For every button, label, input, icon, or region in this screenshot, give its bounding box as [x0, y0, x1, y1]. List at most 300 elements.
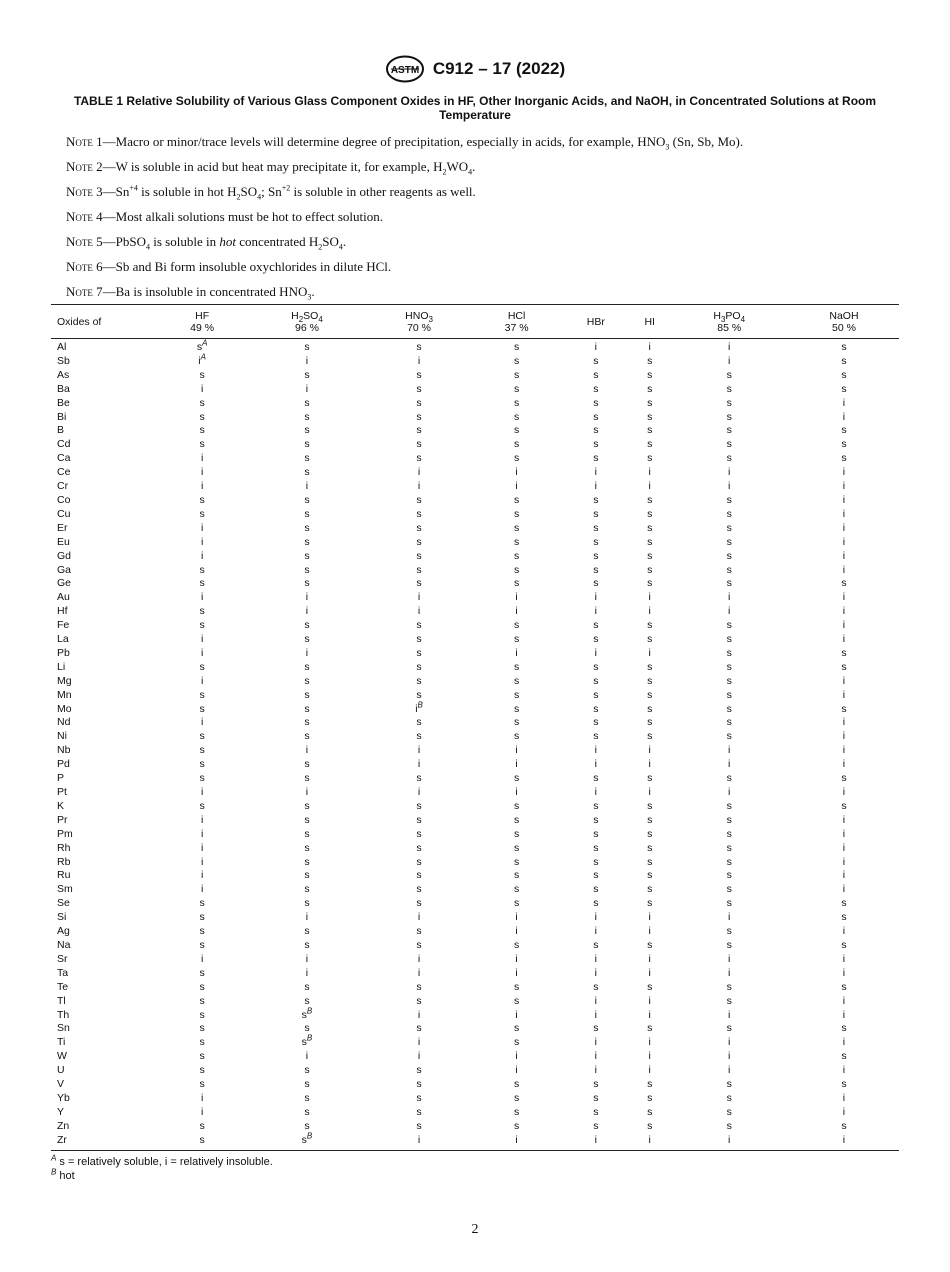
solubility-cell: s [593, 549, 599, 562]
solubility-cell: s [199, 1008, 205, 1021]
table-row [51, 1106, 899, 1120]
solubility-cell: s [199, 897, 205, 910]
solubility-cell: s [647, 799, 653, 812]
solubility-cell: s [593, 897, 599, 910]
solubility-cell: s [726, 549, 732, 562]
table-row [51, 397, 899, 411]
solubility-cell: s [199, 577, 205, 590]
table-row [51, 647, 899, 661]
oxide-name: Ti [57, 1036, 66, 1049]
solubility-cell: s$^A$ [196, 338, 208, 353]
solubility-cell: s [416, 827, 422, 840]
solubility-cell: s [726, 452, 732, 465]
solubility-cell: s [416, 535, 422, 548]
solubility-cell: i [842, 786, 846, 798]
solubility-cell: s [647, 452, 653, 465]
solubility-cell: i [594, 966, 597, 979]
solubility-cell: s [199, 994, 205, 1007]
solubility-cell: s [416, 633, 422, 646]
table-row [51, 1120, 899, 1134]
header-hi: HI [644, 315, 655, 328]
oxide-name: Ta [57, 966, 69, 979]
document-header [0, 55, 950, 83]
footnote-marker: A [202, 338, 208, 348]
solubility-table-container [51, 304, 899, 1151]
solubility-cell: s [647, 827, 653, 840]
table-row [51, 424, 899, 438]
solubility-cell: i [417, 591, 421, 604]
solubility-cell: s [726, 646, 732, 659]
solubility-cell: i$^A$ [198, 352, 206, 367]
oxide-name: Bi [57, 410, 67, 423]
solubility-cell: i [728, 341, 731, 353]
solubility-cell: s [647, 438, 653, 451]
solubility-cell: s [416, 1078, 422, 1091]
solubility-cell: s [199, 758, 205, 771]
solubility-cell: s$^B$ [301, 1131, 313, 1146]
solubility-cell: s [304, 660, 310, 673]
solubility-cell: s [593, 368, 599, 381]
solubility-cell: s [304, 897, 310, 910]
solubility-cell: i [305, 1050, 309, 1063]
solubility-cell: s [416, 799, 422, 812]
table-row [51, 953, 899, 967]
solubility-cell: s [304, 535, 310, 548]
oxide-name: Pm [57, 827, 73, 840]
solubility-cell: s [593, 841, 599, 854]
solubility-cell: i [515, 744, 518, 757]
solubility-cell: s [513, 883, 520, 896]
solubility-cell: i [515, 758, 518, 771]
table-row [51, 925, 899, 939]
solubility-cell: s [841, 938, 847, 951]
solubility-cell: s [199, 410, 205, 423]
solubility-cell: i [305, 605, 309, 618]
solubility-cell: i [200, 480, 204, 493]
table-body [51, 339, 899, 1151]
solubility-cell: i [305, 966, 309, 979]
solubility-cell: s [304, 633, 310, 646]
solubility-cell: i [200, 786, 204, 798]
solubility-cell: s [304, 341, 310, 353]
solubility-cell: s [416, 1064, 422, 1077]
solubility-cell: s [726, 897, 732, 910]
solubility-cell: s [199, 938, 205, 951]
solubility-cell: s [593, 660, 599, 673]
oxide-name: Te [57, 980, 69, 993]
solubility-cell: s [304, 368, 310, 381]
solubility-cell: i [842, 535, 846, 548]
table-row [51, 856, 899, 870]
solubility-cell: s [304, 994, 310, 1007]
solubility-cell: i [594, 605, 597, 618]
solubility-cell: i [842, 633, 846, 646]
solubility-cell: i [417, 744, 421, 757]
solubility-cell: s [416, 883, 422, 896]
solubility-cell: s [199, 438, 205, 451]
table-row [51, 842, 899, 856]
note-3: Note $3—Sn^{+4}$ is soluble in hot $H_2SO_4$; $Sn^{+2}$ is soluble in other reagents as well. [66, 183, 476, 202]
solubility-cell: s [513, 493, 520, 506]
solubility-cell: s [416, 841, 422, 854]
oxide-name: Co [57, 493, 71, 506]
solubility-cell: i [594, 1050, 597, 1063]
solubility-cell: i [842, 994, 846, 1007]
solubility-cell: i [728, 758, 731, 771]
solubility-cell: i [200, 633, 204, 646]
solubility-cell: i [842, 925, 846, 938]
solubility-cell: i [417, 354, 421, 367]
oxide-name: Sr [57, 952, 68, 965]
header-oxides: Oxides of [57, 315, 102, 328]
solubility-cell: s [513, 563, 520, 576]
note-7: Note 7—Ba is insoluble in concentrated $HNO_3$. [66, 284, 315, 302]
table-row [51, 730, 899, 744]
solubility-cell: i [842, 1036, 846, 1049]
solubility-cell: s [726, 619, 732, 632]
table-row [51, 911, 899, 925]
solubility-cell: i [842, 410, 846, 423]
solubility-cell: i [200, 813, 204, 826]
solubility-cell: s [593, 354, 599, 367]
header-h2so4: $H_2SO_4$ 96 % [291, 309, 323, 334]
solubility-cell: s [513, 396, 520, 409]
solubility-cell: s [593, 980, 599, 993]
solubility-table [51, 304, 899, 1151]
solubility-cell: i [594, 786, 597, 798]
solubility-cell: i [200, 952, 204, 965]
solubility-cell: s [199, 1022, 205, 1035]
solubility-cell: i [515, 1050, 518, 1063]
solubility-cell: s [841, 772, 847, 785]
solubility-cell: s [416, 994, 422, 1007]
solubility-cell: i [842, 758, 846, 771]
table-row [51, 605, 899, 619]
oxide-name: Be [57, 396, 70, 409]
solubility-cell: s [304, 438, 310, 451]
solubility-cell: i [515, 1008, 518, 1021]
solubility-cell: i [842, 674, 846, 687]
oxide-name: Mo [57, 702, 72, 715]
solubility-cell: i [200, 521, 204, 534]
solubility-cell: i [515, 1133, 518, 1146]
solubility-cell: s [726, 841, 732, 854]
solubility-cell: s [513, 869, 520, 882]
solubility-cell: i [648, 646, 651, 659]
oxide-name: Ba [57, 382, 70, 395]
solubility-cell: s [647, 563, 653, 576]
solubility-cell: s [593, 730, 599, 743]
note-2: Note 2—W is soluble in acid but heat may precipitate it, for example, $H_2WO_4$. [66, 159, 476, 177]
page-number: 2 [471, 1222, 479, 1237]
solubility-cell: i [515, 466, 518, 479]
solubility-cell: i [200, 591, 204, 604]
header-naoh: NaOH 50 % [829, 309, 859, 334]
solubility-cell: s [304, 772, 310, 785]
solubility-cell: s [841, 646, 847, 659]
solubility-cell: s [513, 1078, 520, 1091]
solubility-cell: s [199, 911, 205, 924]
solubility-cell: s [593, 1091, 599, 1104]
solubility-cell: i [842, 827, 846, 840]
solubility-cell: i [728, 744, 731, 757]
solubility-cell: s [199, 396, 205, 409]
solubility-cell: s [199, 1064, 205, 1077]
solubility-cell: s [304, 549, 310, 562]
astm-logo-icon [385, 55, 425, 83]
oxide-name: As [57, 368, 70, 381]
solubility-cell: s [647, 1091, 653, 1104]
table-row [51, 1009, 899, 1023]
table-row [51, 1134, 899, 1150]
solubility-cell: s [304, 493, 310, 506]
solubility-cell: s [647, 702, 653, 715]
solubility-cell: i [305, 354, 309, 367]
solubility-cell: s [416, 382, 422, 395]
solubility-cell: s [513, 772, 520, 785]
oxide-name: Ca [57, 452, 71, 465]
solubility-cell: s [513, 827, 520, 840]
solubility-cell: s [304, 716, 310, 729]
solubility-cell: s [513, 730, 520, 743]
solubility-cell: i [728, 966, 731, 979]
table-title: TABLE 1 Relative Solubility of Various Glass Component Oxides in HF, Other Inorganic Acids, and NaOH, in Concentrated Solutions at Room Temperature [73, 94, 877, 122]
solubility-cell: s [513, 994, 520, 1007]
solubility-cell: i [842, 869, 846, 882]
oxide-name: Rb [57, 855, 71, 868]
table-row [51, 438, 899, 452]
solubility-cell: s [841, 1050, 847, 1063]
solubility-cell: s [593, 619, 599, 632]
solubility-cell: s [647, 772, 653, 785]
table-footnotes [51, 1155, 273, 1183]
solubility-cell: s [593, 688, 599, 701]
solubility-cell: s [304, 827, 310, 840]
oxide-name: Au [57, 591, 70, 604]
solubility-cell: s [726, 1022, 732, 1035]
solubility-cell: i [594, 744, 597, 757]
solubility-cell: s [416, 438, 422, 451]
solubility-cell: s [199, 1050, 205, 1063]
table-row [51, 480, 899, 494]
solubility-cell: i [417, 758, 421, 771]
oxide-name: Pt [57, 786, 67, 798]
solubility-cell: i [200, 1105, 204, 1118]
solubility-cell: s [593, 535, 599, 548]
solubility-cell: i [728, 1133, 731, 1146]
solubility-cell: i [842, 1133, 846, 1146]
solubility-cell: s [841, 382, 847, 395]
solubility-cell: i [728, 786, 731, 798]
solubility-cell: s [841, 799, 847, 812]
solubility-cell: i [648, 1133, 651, 1146]
solubility-cell: i [515, 911, 518, 924]
footnote-marker: B [417, 700, 423, 710]
solubility-cell: s [647, 980, 653, 993]
solubility-cell: s [647, 813, 653, 826]
solubility-cell: s [726, 382, 732, 395]
solubility-cell: s [199, 744, 205, 757]
solubility-cell: s [647, 660, 653, 673]
solubility-cell: s [726, 980, 732, 993]
note-1: Note 1—Macro or minor/trace levels will determine degree of precipitation, especially in acids, for example, $HNO_3$ (Sn, Sb, Mo). [66, 134, 744, 152]
solubility-cell: s [304, 702, 310, 715]
solubility-cell: s [841, 1022, 847, 1035]
solubility-cell: s [416, 869, 422, 882]
solubility-cell: s [304, 424, 310, 437]
table-row [51, 591, 899, 605]
solubility-cell: s [513, 716, 520, 729]
solubility-cell: s [726, 772, 732, 785]
solubility-cell: s [199, 702, 205, 715]
oxide-name: La [57, 633, 69, 646]
solubility-cell: i [648, 758, 651, 771]
solubility-cell: s [841, 911, 847, 924]
solubility-cell: i [842, 591, 846, 604]
solubility-cell: s [593, 813, 599, 826]
oxide-name: Mg [57, 674, 72, 687]
solubility-cell: s [416, 674, 422, 687]
solubility-cell: s [199, 799, 205, 812]
solubility-cell: s [593, 633, 599, 646]
solubility-cell: s [416, 410, 422, 423]
oxide-name: Nd [57, 716, 71, 729]
solubility-cell: s [593, 396, 599, 409]
oxide-name: Na [57, 938, 71, 951]
solubility-cell: s [841, 438, 847, 451]
solubility-cell: s [593, 869, 599, 882]
solubility-cell: i [417, 480, 421, 493]
solubility-cell: i [305, 911, 309, 924]
oxide-name: Ni [57, 730, 67, 743]
solubility-cell: i [648, 605, 651, 618]
solubility-cell: i [305, 952, 309, 965]
solubility-cell: s [304, 452, 310, 465]
oxide-name: W [57, 1050, 67, 1063]
solubility-cell: i [515, 646, 518, 659]
oxide-name: Zn [57, 1119, 70, 1132]
solubility-cell: s [593, 410, 599, 423]
oxide-name: U [57, 1064, 65, 1077]
solubility-cell: s [199, 1036, 205, 1049]
solubility-cell: s [304, 396, 310, 409]
solubility-cell: s [593, 382, 599, 395]
solubility-cell: s [647, 633, 653, 646]
solubility-cell: s [647, 897, 653, 910]
solubility-cell: s [593, 1105, 599, 1118]
solubility-cell: s [841, 980, 847, 993]
solubility-cell: i [417, 966, 421, 979]
solubility-cell: i [842, 619, 846, 632]
solubility-cell: i [594, 911, 597, 924]
solubility-cell: s [199, 730, 205, 743]
table-row [51, 897, 899, 911]
solubility-cell: s [304, 410, 310, 423]
table-row [51, 981, 899, 995]
table-row [51, 577, 899, 591]
solubility-cell: i [648, 925, 651, 938]
solubility-cell: i [728, 1050, 731, 1063]
solubility-cell: s [304, 1064, 310, 1077]
table-row [51, 689, 899, 703]
solubility-cell: i [842, 549, 846, 562]
solubility-cell: s [593, 1078, 599, 1091]
solubility-cell: s [647, 382, 653, 395]
solubility-cell: s [647, 1022, 653, 1035]
oxide-name: Pb [57, 646, 70, 659]
solubility-cell: i [594, 466, 597, 479]
solubility-cell: i [305, 646, 309, 659]
solubility-cell: i [417, 1008, 421, 1021]
solubility-cell: s [726, 827, 732, 840]
solubility-cell: s [726, 883, 732, 896]
solubility-cell: i [728, 1008, 731, 1021]
oxide-name: Fe [57, 619, 70, 632]
solubility-cell: s [647, 1119, 653, 1132]
solubility-cell: s [416, 577, 422, 590]
solubility-cell: s [513, 841, 520, 854]
solubility-cell: s [726, 438, 732, 451]
solubility-cell: i [648, 966, 651, 979]
solubility-cell: i [648, 952, 651, 965]
solubility-cell: s [647, 410, 653, 423]
solubility-cell: i [842, 841, 846, 854]
solubility-cell: i [305, 786, 309, 798]
oxide-name: K [57, 799, 65, 812]
solubility-cell: s [726, 688, 732, 701]
table-row [51, 1064, 899, 1078]
table-row [51, 675, 899, 689]
solubility-cell: s [726, 521, 732, 534]
solubility-cell: i [305, 591, 309, 604]
solubility-cell: s [726, 577, 732, 590]
solubility-cell: s [841, 341, 847, 353]
solubility-cell: s [513, 535, 520, 548]
solubility-cell: s [513, 855, 520, 868]
solubility-cell: s [841, 354, 847, 367]
solubility-cell: s [416, 1119, 422, 1132]
solubility-cell: s [647, 938, 653, 951]
solubility-cell: i [648, 911, 651, 924]
solubility-cell: i [842, 521, 846, 534]
solubility-cell: i [842, 744, 846, 757]
solubility-cell: s$^B$ [301, 1006, 313, 1021]
solubility-cell: s [513, 799, 520, 812]
solubility-cell: s [647, 730, 653, 743]
table-row [51, 1092, 899, 1106]
table-row [51, 564, 899, 578]
solubility-cell: i [728, 1036, 731, 1049]
solubility-cell: s [513, 424, 520, 437]
solubility-cell: i [842, 855, 846, 868]
table-row [51, 1050, 899, 1064]
solubility-cell: s [304, 1022, 310, 1035]
solubility-cell: i [417, 952, 421, 965]
oxide-name: Er [57, 521, 68, 534]
solubility-cell: s [593, 1119, 599, 1132]
table-row [51, 1022, 899, 1036]
solubility-cell: s [647, 507, 653, 520]
solubility-cell: s [726, 535, 732, 548]
solubility-cell: i [200, 452, 204, 465]
solubility-cell: s [726, 1078, 732, 1091]
solubility-cell: i [417, 786, 421, 798]
solubility-cell: s [513, 813, 520, 826]
table-row [51, 716, 899, 730]
solubility-cell: s [593, 855, 599, 868]
oxide-name: Si [57, 911, 67, 924]
solubility-cell: i [842, 1008, 846, 1021]
